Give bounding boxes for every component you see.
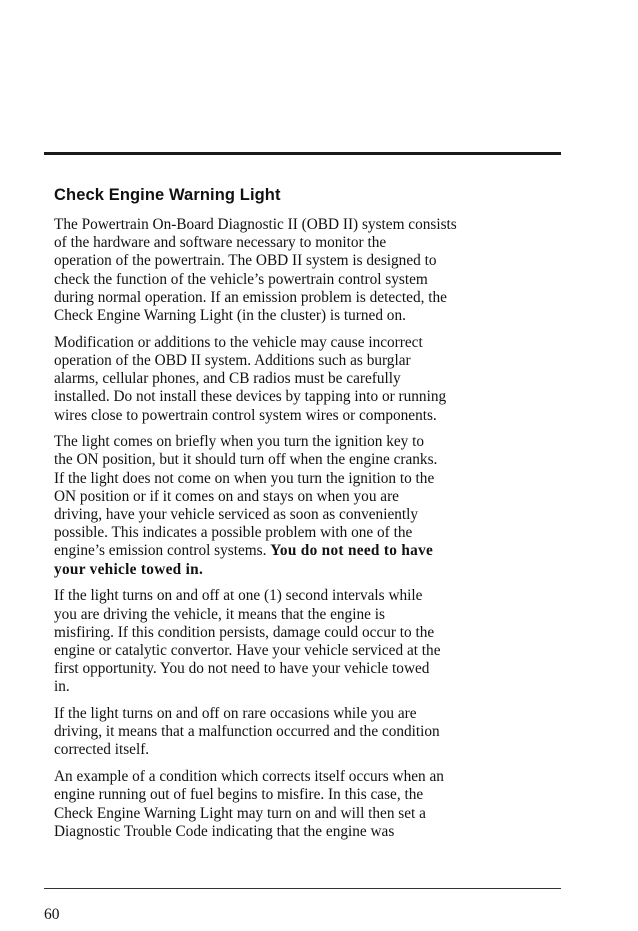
text-line: Modification or additions to the vehicle may cause incorrect: [54, 333, 423, 351]
text-line: of the hardware and software necessary to monitor the: [54, 234, 387, 252]
text-line: If the light does not come on when you turn the ignition to the: [54, 469, 435, 487]
paragraph-example: [54, 768, 566, 841]
text-line: Check Engine Warning Light (in the cluster) is turned on.: [54, 307, 406, 325]
paragraph-light-behavior: [54, 433, 566, 579]
text-line: driving, have your vehicle serviced as soon as conveniently: [54, 506, 419, 524]
text-line: operation of the OBD II system. Additions such as burglar: [54, 351, 411, 369]
text-line: engine or catalytic convertor. Have your vehicle serviced at the: [54, 641, 441, 659]
paragraph-obd-overview: [54, 216, 566, 325]
normal-text: engine’s emission control systems.: [54, 542, 271, 560]
text-line: operation of the powertrain. The OBD II system is designed to: [54, 252, 437, 270]
text-line: first opportunity. You do not need to have your vehicle towed: [54, 660, 430, 678]
bold-text: You do not need to have: [270, 542, 434, 560]
text-line: you are driving the vehicle, it means that the engine is: [54, 605, 385, 623]
page-number: 60: [44, 906, 60, 923]
text-line: If the light turns on and off on rare occasions while you are: [54, 705, 417, 723]
text-line: installed. Do not install these devices by tapping into or running: [54, 388, 447, 406]
text-line: misfiring. If this condition persists, damage could occur to the: [54, 623, 435, 641]
bold-text-line: your vehicle towed in.: [54, 560, 204, 578]
text-line: engine running out of fuel begins to misfire. In this case, the: [54, 786, 424, 804]
paragraph-rare-occasions: [54, 705, 566, 760]
text-line: corrected itself.: [54, 741, 150, 759]
text-line: in.: [54, 678, 70, 696]
text-line: possible. This indicates a possible problem with one of the: [54, 524, 413, 542]
paragraph-misfire: [54, 587, 566, 696]
top-divider: [44, 152, 561, 155]
text-line: driving, it means that a malfunction occurred and the condition: [54, 723, 440, 741]
text-line: the ON position, but it should turn off when the engine cranks.: [54, 451, 438, 469]
paragraph-modifications: [54, 334, 566, 425]
text-line: check the function of the vehicle’s powertrain control system: [54, 270, 428, 288]
text-line: Check Engine Warning Light may turn on and will then set a: [54, 804, 426, 822]
bottom-divider: [44, 888, 561, 889]
text-line: If the light turns on and off at one (1) second intervals while: [54, 587, 423, 605]
text-line: wires close to powertrain control system wires or components.: [54, 406, 437, 424]
text-line: The Powertrain On-Board Diagnostic II (OBD II) system consists: [54, 216, 457, 233]
body-text: [54, 216, 566, 850]
text-line: The light comes on briefly when you turn the ignition key to: [54, 433, 425, 451]
text-line-mixed: [54, 542, 566, 560]
text-line: ON position or if it comes on and stays on when you are: [54, 487, 399, 505]
text-line: An example of a condition which corrects itself occurs when an: [54, 768, 444, 786]
section-heading: Check Engine Warning Light: [54, 186, 281, 204]
text-line: Diagnostic Trouble Code indicating that the engine was: [54, 822, 395, 840]
text-line: alarms, cellular phones, and CB radios must be carefully: [54, 370, 401, 388]
text-line: during normal operation. If an emission problem is detected, the: [54, 288, 447, 306]
